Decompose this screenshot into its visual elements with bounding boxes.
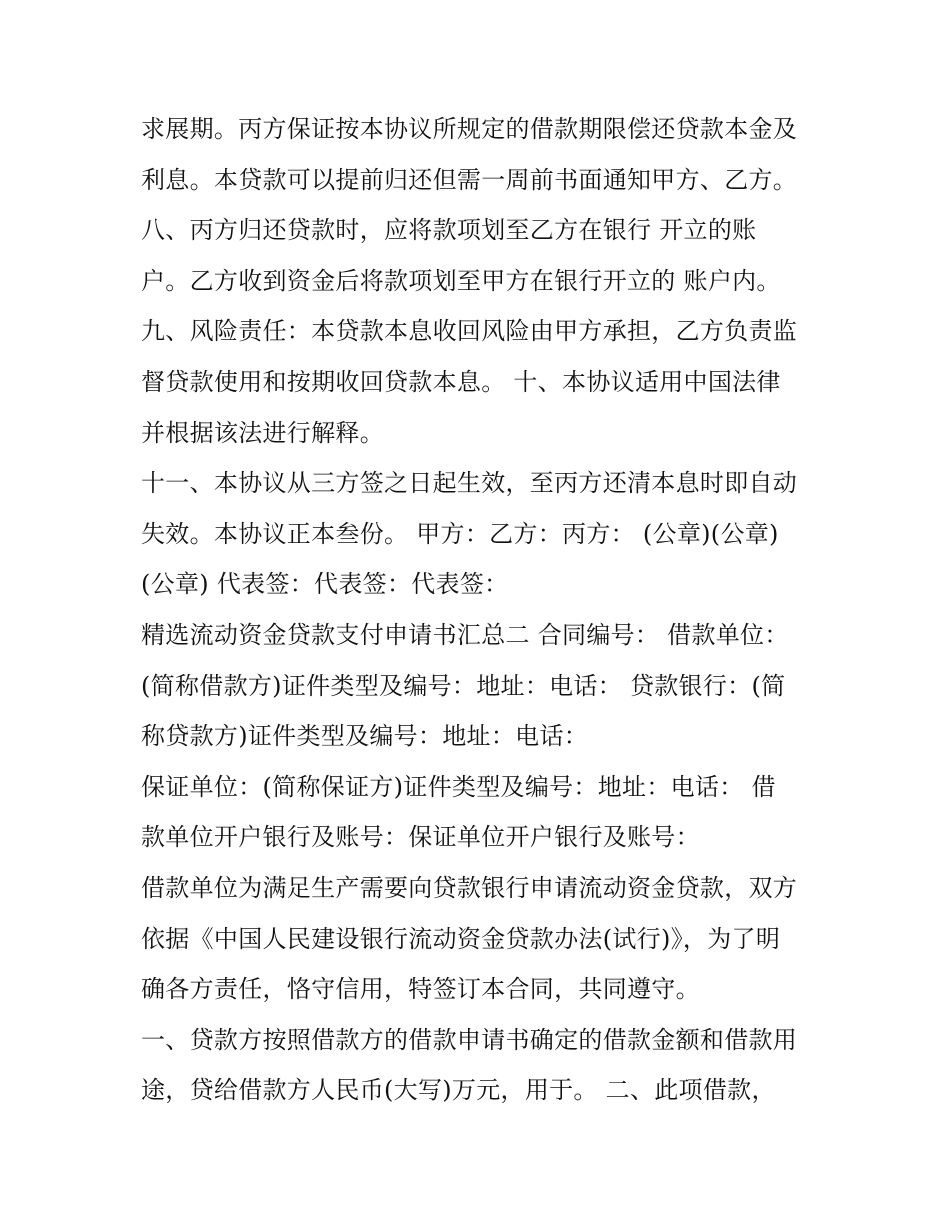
text-line: 确各方责任，恪守信用，特签订本合同，共同遵守。 — [141, 975, 700, 1004]
text-line: 款单位开户银行及账号：保证单位开户银行及账号： — [141, 823, 700, 852]
text-line: 八、丙方归还贷款时，应将款项划至乙方在银行 开立的账 — [141, 216, 757, 245]
text-line: 失效。本协议正本叁份。 甲方：乙方：丙方： (公章)(公章) — [141, 519, 779, 548]
text-line: (公章) 代表签：代表签：代表签： — [141, 570, 509, 599]
text-line: 依据《中国人民建设银行流动资金贷款办法(试行)》，为了明 — [141, 924, 781, 953]
text-line: 求展期。丙方保证按本协议所规定的借款期限偿还贷款本金及 — [141, 115, 798, 143]
text-line: 督贷款使用和按期收回贷款本息。 十、本协议适用中国法律 — [141, 367, 781, 396]
text-line: 精选流动资金贷款支付申请书汇总二 合同编号： 借款单位： — [141, 620, 789, 649]
document-body — [141, 104, 831, 1116]
text-line: 并根据该法进行解释。 — [141, 418, 384, 447]
text-line: 途，贷给借款方人民币(大写)万元，用于。 二、此项借款， — [141, 1076, 776, 1105]
text-line: 九、风险责任：本贷款本息收回风险由甲方承担，乙方负责监 — [141, 317, 798, 346]
text-line: 称贷款方)证件类型及编号：地址：电话： — [141, 722, 589, 751]
text-line: 保证单位：(简称保证方)证件类型及编号：地址：电话： 借 — [141, 772, 776, 801]
text-line: 户。乙方收到资金后将款项划至甲方在银行开立的 账户内。 — [141, 266, 781, 295]
text-line: 借款单位为满足生产需要向贷款银行申请流动资金贷款，双方 — [141, 873, 798, 902]
text-line: 一、贷款方按照借款方的借款申请书确定的借款金额和借款用 — [141, 1025, 798, 1054]
text-line: 利息。本贷款可以提前归还但需一周前书面通知甲方、乙方。 — [141, 165, 798, 194]
text-line: 十一、本协议从三方签之日起生效，至丙方还清本息时即自动 — [141, 469, 798, 498]
text-line: (简称借款方)证件类型及编号：地址：电话： 贷款银行：(简 — [141, 671, 786, 700]
